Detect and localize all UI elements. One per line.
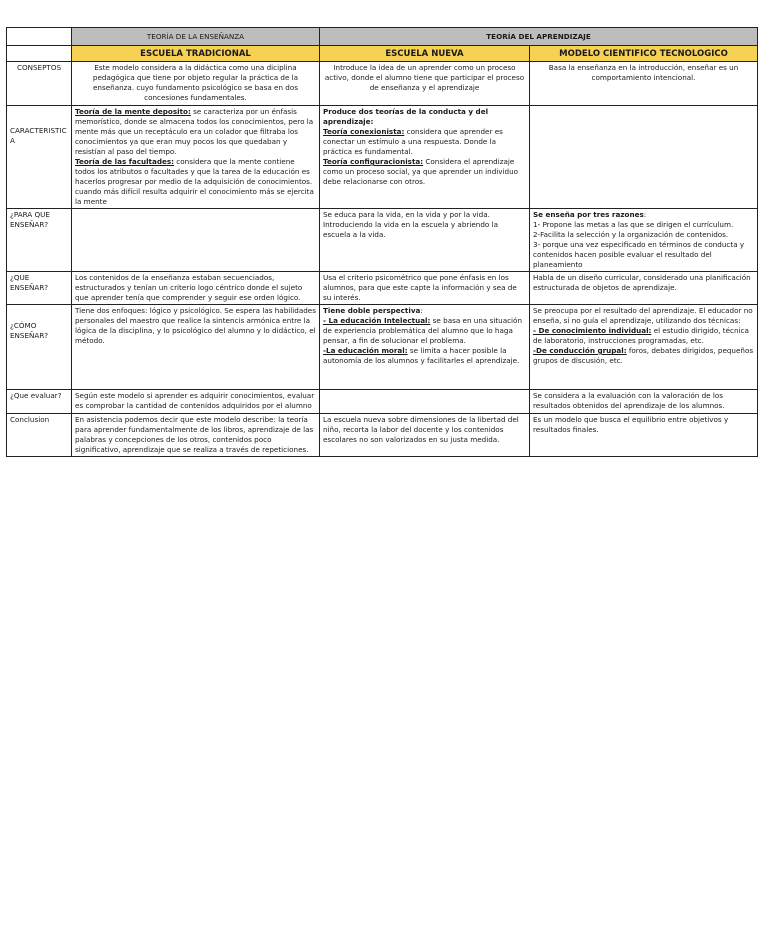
corner-cell [7,28,72,46]
cell-como-tech [530,305,758,390]
row-caracteristica [7,106,758,209]
cell-caracteristica-tech [530,106,758,209]
learning-theory-title: TEORÍA DEL APRENDIZAJE [320,28,758,46]
reasons-colon: : [643,210,647,219]
new-school-intro: Produce dos teorías de la conducta y del aprendizaje: [323,107,489,126]
col-header-traditional: ESCUELA TRADICIONAL [72,46,320,62]
cell-conceptos-new: Introduce la idea de un aprender como un proceso activo, donde el alumno tiene que participar el proceso de enseñanza y el aprendizaje [320,62,530,106]
intellectual-education-text: se basa en una situación de experiencia problemática del alumno que lo haga pensar, a fin de solucionar el problema. [323,316,523,345]
theory-connectionist-text: considera que aprender es conectar un estímulo a una respuesta. Donde la práctica es fundamental. [323,127,503,156]
reason-1: 1- Propone las metas a las que se dirigen el currículum. [533,220,734,229]
row-label-como: ¿CÓMO ENSEÑAR? [7,305,72,390]
moral-education-text: se limita a hacer posible la autonomía de los alumnos y facilitarles el aprendizaje. [323,346,520,365]
double-perspective-title: Tiene doble perspectiva [323,306,421,315]
cell-evaluar-tech: Se considera a la evaluación con la valoración de los resultados obtenidos del aprendizaje de los alumnos. [530,390,758,414]
theory-connectionist-title: Teoría conexionista: [323,127,405,136]
cell-conceptos-tech: Basa la enseñanza en la introducción, enseñar es un comportamiento intencional. [530,62,758,106]
moral-education-title: -La educación moral: [323,346,408,355]
group-conduction-text: foros, debates dirigidos, pequeños grupos de discusión, etc. [533,346,754,365]
cell-que-new: Usa el criterio psicométrico que pone énfasis en los alumnos, para que este capte la información y sea de su interés. [320,272,530,305]
row-conclusion [7,414,758,457]
row-evaluar [7,390,758,414]
reasons-title: Se enseña por tres razones [533,210,644,219]
cell-evaluar-traditional: Según este modelo si aprender es adquirir conocimientos, evaluar es comprobar la cantidad de contenidos adquiridos por el alumno [72,390,320,414]
theory-mind-deposit-title: Teoría de la mente deposito: [75,107,191,116]
individual-knowledge-text: el estudio dirigido, técnica de laboratorio, instrucciones programadas, etc. [533,326,749,345]
group-conduction-title: -De conducción grupal: [533,346,627,355]
row-label-caracteristica: CARACTERISTIC A [7,106,72,209]
reason-3: 3- porque una vez especificado en términos de conducta y contenidos hacen posible evaluar el resultado del planeamiento [533,240,745,269]
individual-knowledge-title: - De conocimiento individual: [533,326,652,335]
row-conceptos [7,62,758,106]
cell-que-traditional: Los contenidos de la enseñanza estaban secuenciados, estructurados y tenían un criterio logo céntrico donde el sujeto que aprender tenía que comprender y seguir ese orden lógico. [72,272,320,305]
cell-evaluar-new [320,390,530,414]
theory-configurational-title: Teoría configuracionista: [323,157,424,166]
cell-para-que-traditional [72,209,320,272]
row-como [7,305,758,390]
cell-para-que-tech [530,209,758,272]
teaching-theory-title: TEORÍA DE LA ENSEÑANZA [72,28,320,46]
double-perspective-colon: : [420,306,423,315]
row-label-que: ¿QUE ENSEÑAR? [7,272,72,305]
cell-como-new [320,305,530,390]
row-label-para-que: ¿PARA QUE ENSEÑAR? [7,209,72,272]
title-row [7,28,758,46]
cell-caracteristica-new [320,106,530,209]
intellectual-education-title: - La educación Intelectual: [323,316,431,325]
row-label-conceptos: CONSEPTOS [7,62,72,106]
cell-que-tech: Habla de un diseño curricular, considerado una planificación estructurada de objetos de aprendizaje. [530,272,758,305]
cell-conceptos-traditional: Este modelo considera a la didáctica como una diciplina pedagógica que tiene por objeto regular la práctica de la enseñanza. cuyo fundamento psicológico se basa en dos concesiones fundamentales. [72,62,320,106]
row-que [7,272,758,305]
cell-conclusion-tech: Es un modelo que busca el equilibrio entre objetivos y resultados finales. [530,414,758,457]
tech-method-intro: Se preocupa por el resultado del aprendizaje. El educador no enseña, si no guía el aprendizaje, utilizando dos técnicas: [533,306,753,325]
theory-mind-deposit-text: se caracteriza por un énfasis memorístico, donde se almacena todos los conocimientos, pero la mente más que un receptáculo era un colador que filtraba los conocimientos ya que eran muy pocos los que quedaban y resistían al paso del tiempo. [75,107,314,156]
theory-configurational-text: Considera el aprendizaje como un proceso social, ya que aprender un individuo debe relacionarse con otros. [323,157,519,186]
row-para-que [7,209,758,272]
theory-faculties-title: Teoría de las facultades: [75,157,175,166]
cell-como-traditional: Tiene dos enfoques: lógico y psicológico. Se espera las habilidades personales del maestro que realice la sintencis armónica entre la lógica de la disciplina, y lo psicológico del alumno y lo didáctico, el método. [72,305,320,390]
row-label-evaluar: ¿Que evaluar? [7,390,72,414]
theory-faculties-text: considera que la mente contiene todos los atributos o facultades y que la tarea de la educación es hacerlos progresar por medio de la adquisición de conocimientos. cuando más difícil resulta adquirir el conocimiento más se ejercita la mente [75,157,314,206]
cell-conclusion-traditional: En asistencia podemos decir que este modelo describe: la teoría para aprender fundamentalmente de los libros, aprendizaje de las palabras y concepciones de los otros, contenidos poco significativo, aprendizaje que se realiza a través de repeticiones. [72,414,320,457]
col-header-new: ESCUELA NUEVA [320,46,530,62]
col-header-tech: MODELO CIENTIFICO TECNOLOGICO [530,46,758,62]
cell-conclusion-new: La escuela nueva sobre dimensiones de la libertad del niño, recorta la labor del docente y los contenidos escolares no son valorizados en su justa medida. [320,414,530,457]
column-header-row [7,46,758,62]
corner-cell-2 [7,46,72,62]
cell-caracteristica-traditional [72,106,320,209]
cell-para-que-new: Se educa para la vida, en la vida y por la vida. Introduciendo la vida en la escuela y abriendo la escuela a la vida. [320,209,530,272]
comparison-table [6,27,758,457]
row-label-conclusion: Conclusion [7,414,72,457]
reason-2: 2-Facilita la selección y la organización de contenidos. [533,230,729,239]
